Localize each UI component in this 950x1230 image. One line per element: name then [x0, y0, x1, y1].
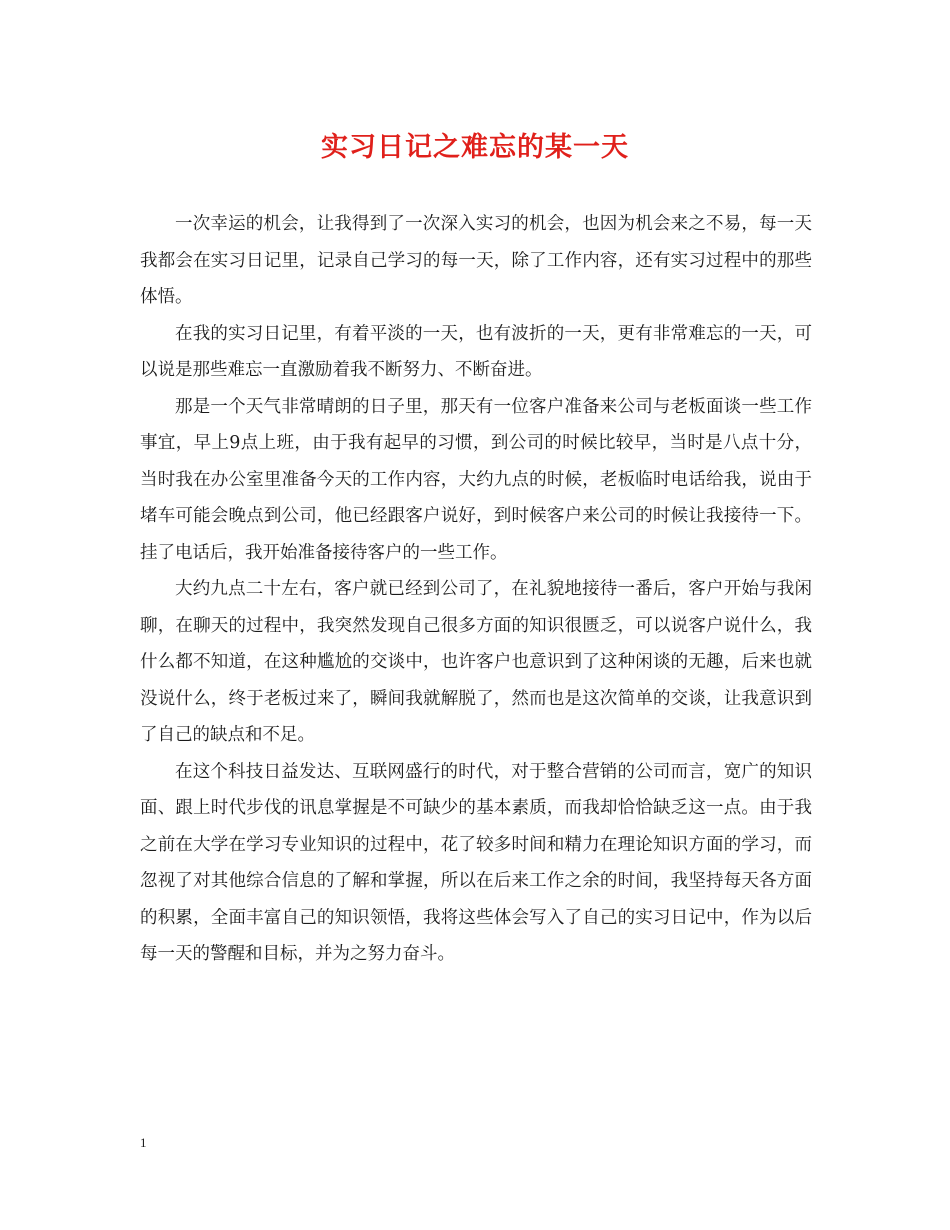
paragraph-5: 在这个科技日益发达、互联网盛行的时代，对于整合营销的公司而言，宽广的知识面、跟上时代步伐的讯息掌握是不可缺少的基本素质，而我却恰恰缺乏这一点。由于我之前在大学在学习专业知识的过程中，花了较多时间和精力在理论知识方面的学习，而忽视了对其他综合信息的了解和掌握，所以在后来工作之余的时间，我坚持每天各方面的积累，全面丰富自己的知识领悟，我将这些体会写入了自己的实习日记中，作为以后每一天的警醒和目标，并为之努力奋斗。	[140, 761, 812, 964]
paragraph-2: 在我的实习日记里，有着平淡的一天，也有波折的一天，更有非常难忘的一天，可以说是那些难忘一直激励着我不断努力、不断奋进。	[140, 323, 812, 380]
page-title: 实习日记之难忘的某一天	[321, 132, 629, 163]
paragraph-1: 一次幸运的机会，让我得到了一次深入实习的机会，也因为机会来之不易，每一天我都会在实习日记里，记录自己学习的每一天，除了工作内容，还有实习过程中的那些体悟。	[140, 214, 812, 307]
page-number: 1	[140, 1135, 147, 1150]
body-text	[140, 206, 812, 973]
paragraph-4: 大约九点二十左右，客户就已经到公司了，在礼貌地接待一番后，客户开始与我闲聊，在聊天的过程中，我突然发现自己很多方面的知识很匮乏，可以说客户说什么，我什么都不知道，在这种尴尬的交谈中，也许客户也意识到了这种闲谈的无趣，后来也就没说什么，终于老板过来了，瞬间我就解脱了，然而也是这次简单的交谈，让我意识到了自己的缺点和不足。	[140, 579, 812, 745]
paragraph-3: 那是一个天气非常晴朗的日子里，那天有一位客户准备来公司与老板面谈一些工作事宜，早上9点上班，由于我有起早的习惯，到公司的时候比较早，当时是八点十分，当时我在办公室里准备今天的工作内容，大约九点的时候，老板临时电话给我，说由于堵车可能会晚点到公司，他已经跟客户说好，到时候客户来公司的时候让我接待一下。挂了电话后，我开始准备接待客户的一些工作。	[140, 396, 812, 563]
